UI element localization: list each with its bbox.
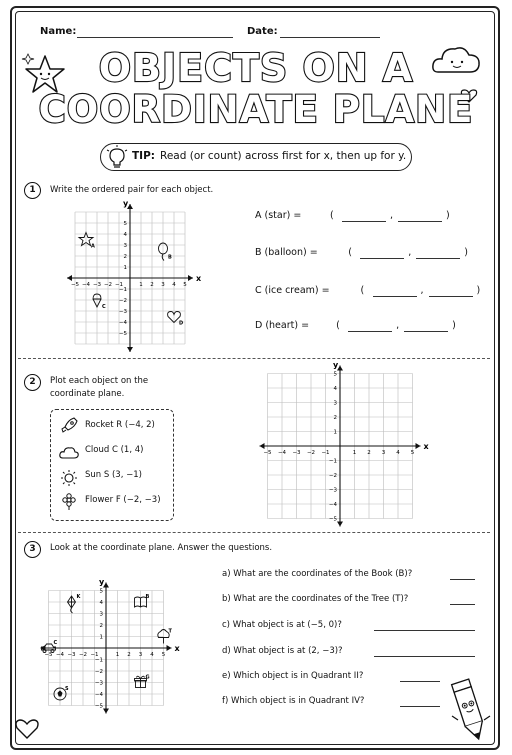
y-tick-label: 4 bbox=[123, 232, 127, 238]
y-tick-label: −4 bbox=[94, 692, 103, 698]
answer-label: A (star) = bbox=[255, 210, 302, 221]
open-paren: ( bbox=[330, 210, 334, 221]
answer-line[interactable] bbox=[374, 630, 475, 631]
y-tick-label: 5 bbox=[333, 371, 337, 378]
coordinate-grid-2[interactable] bbox=[240, 362, 450, 532]
point-label: D bbox=[179, 320, 184, 327]
y-tick-label: −5 bbox=[94, 703, 103, 710]
x-tick-label: −3 bbox=[67, 652, 76, 658]
section-2-instruction-2: coordinate plane. bbox=[50, 389, 125, 399]
y-tick-label: −3 bbox=[328, 487, 337, 494]
y-tick-label: 4 bbox=[99, 600, 103, 606]
x-axis-label: x bbox=[423, 442, 429, 451]
plot-item-text: Rocket R (−4, 2) bbox=[85, 420, 155, 430]
y-tick-label: 2 bbox=[123, 254, 127, 260]
title-line-2: COORDINATE PLANE bbox=[38, 88, 474, 131]
tip-text: Read (or count) across first for x, then up for y. bbox=[160, 150, 407, 162]
y-answer-blank[interactable] bbox=[398, 221, 442, 222]
x-tick-label: 3 bbox=[138, 652, 143, 658]
point-label: K bbox=[76, 594, 81, 600]
point-label: B bbox=[145, 594, 150, 600]
x-tick-label: 1 bbox=[352, 450, 357, 456]
section-1-number: 1 bbox=[24, 182, 41, 199]
x-tick-label: 4 bbox=[396, 450, 400, 456]
close-paren: ) bbox=[464, 247, 469, 258]
section-divider-2 bbox=[18, 532, 490, 533]
plot-item-text: Cloud C (1, 4) bbox=[85, 445, 144, 455]
y-tick-label: −1 bbox=[94, 657, 103, 664]
question-text: f) Which object is in Quadrant IV? bbox=[222, 696, 365, 706]
x-answer-blank[interactable] bbox=[360, 258, 404, 259]
x-tick-label: 2 bbox=[367, 450, 371, 456]
answer-label: C (ice cream) = bbox=[255, 285, 330, 296]
y-tick-label: −1 bbox=[118, 287, 127, 293]
rocket-icon bbox=[62, 418, 77, 432]
answer-line[interactable] bbox=[450, 604, 475, 605]
point-label: C bbox=[102, 304, 106, 310]
point-label: A bbox=[91, 243, 95, 250]
x-tick-label: −4 bbox=[81, 282, 91, 288]
point-label: C bbox=[53, 640, 58, 646]
x-answer-blank[interactable] bbox=[348, 331, 392, 332]
y-tick-label: 1 bbox=[123, 265, 127, 271]
section-3-instruction: Look at the coordinate plane. Answer the questions. bbox=[50, 543, 273, 553]
answer-line[interactable] bbox=[450, 579, 475, 580]
y-tick-label: −2 bbox=[328, 473, 337, 479]
y-axis-label: y bbox=[333, 362, 339, 370]
y-tick-label: −3 bbox=[118, 309, 127, 315]
comma: , bbox=[408, 247, 412, 258]
point-label: G bbox=[145, 674, 150, 681]
x-tick-label: −4 bbox=[55, 652, 65, 658]
x-tick-label: 5 bbox=[183, 282, 187, 288]
y-axis-label: y bbox=[99, 577, 105, 587]
open-paren: ( bbox=[336, 320, 340, 331]
y-tick-label: 5 bbox=[99, 588, 103, 595]
tip-label: TIP: bbox=[132, 150, 155, 162]
answer-label: B (balloon) = bbox=[255, 247, 318, 258]
x-tick-label: −2 bbox=[103, 282, 113, 288]
x-tick-label: −1 bbox=[321, 450, 330, 456]
answer-line[interactable] bbox=[374, 656, 475, 657]
sun-icon bbox=[61, 470, 77, 486]
x-tick-label: 3 bbox=[161, 282, 165, 288]
x-tick-label: 2 bbox=[127, 652, 131, 658]
coordinate-grid-1 bbox=[40, 198, 220, 358]
x-tick-label: 3 bbox=[381, 450, 386, 456]
x-tick-label: −1 bbox=[90, 652, 99, 658]
y-tick-label: −4 bbox=[118, 320, 127, 326]
x-tick-label: −1 bbox=[114, 282, 124, 288]
y-tick-label: 1 bbox=[99, 634, 103, 641]
question-text: a) What are the coordinates of the Book (B)? bbox=[222, 569, 413, 579]
point-label: T bbox=[168, 628, 172, 635]
y-tick-label: 4 bbox=[333, 386, 337, 392]
x-tick-label: 4 bbox=[172, 282, 176, 288]
name-label: Name: bbox=[40, 26, 77, 37]
x-tick-label: 5 bbox=[161, 652, 166, 658]
close-paren: ) bbox=[452, 320, 456, 331]
x-tick-label: −5 bbox=[44, 652, 53, 658]
x-tick-label: −2 bbox=[78, 652, 88, 658]
section-2-instruction-1: Plot each object on the bbox=[50, 376, 149, 386]
y-tick-label: −2 bbox=[94, 669, 103, 675]
x-axis-label: x bbox=[174, 644, 180, 653]
question-text: e) Which object is in Quadrant II? bbox=[222, 671, 364, 681]
open-paren: ( bbox=[348, 247, 353, 258]
x-tick-label: 1 bbox=[115, 652, 120, 658]
y-tick-label: −1 bbox=[328, 458, 337, 465]
y-tick-label: 2 bbox=[333, 415, 337, 421]
answer-label: D (heart) = bbox=[255, 320, 310, 331]
title-line-1: OBJECTS ON A bbox=[98, 46, 414, 90]
comma: , bbox=[396, 320, 400, 331]
y-tick-label: −5 bbox=[328, 516, 337, 523]
y-axis-label: y bbox=[123, 199, 129, 208]
y-tick-label: 3 bbox=[99, 611, 103, 618]
x-tick-label: −4 bbox=[277, 450, 287, 456]
pencil-character-icon bbox=[448, 676, 494, 748]
comma: , bbox=[390, 210, 394, 221]
y-tick-label: −3 bbox=[94, 680, 103, 687]
open-paren: ( bbox=[360, 285, 365, 296]
plot-icons bbox=[58, 415, 80, 515]
close-paren: ) bbox=[446, 210, 450, 221]
y-tick-label: 3 bbox=[333, 400, 337, 407]
y-tick-label: 2 bbox=[99, 623, 103, 629]
section-1-instruction: Write the ordered pair for each object. bbox=[50, 185, 214, 195]
y-tick-label: 5 bbox=[123, 221, 127, 227]
plot-item-text: Sun S (3, −1) bbox=[85, 470, 142, 480]
question-text: b) What are the coordinates of the Tree (T)? bbox=[222, 594, 409, 604]
section-3-number: 3 bbox=[24, 541, 41, 558]
answer-line[interactable] bbox=[400, 681, 440, 682]
x-tick-label: −3 bbox=[292, 450, 301, 456]
x-axis-label: x bbox=[196, 274, 202, 283]
y-tick-label: −4 bbox=[328, 502, 337, 508]
x-tick-label: 2 bbox=[150, 282, 154, 288]
x-tick-label: 4 bbox=[150, 652, 154, 658]
y-tick-label: −2 bbox=[118, 298, 127, 304]
coordinate-grid-3 bbox=[26, 558, 206, 718]
plot-item-text: Flower F (−2, −3) bbox=[85, 495, 161, 505]
cloud-icon bbox=[60, 448, 78, 458]
x-answer-blank[interactable] bbox=[342, 221, 386, 222]
section-2-number: 2 bbox=[24, 374, 41, 391]
section-divider bbox=[18, 358, 490, 359]
point-label: B bbox=[168, 254, 172, 261]
close-paren: ) bbox=[476, 285, 481, 296]
x-tick-label: −2 bbox=[306, 450, 316, 456]
heart-icon-bottom bbox=[14, 717, 40, 741]
answer-line[interactable] bbox=[400, 706, 440, 707]
y-answer-blank[interactable] bbox=[404, 331, 448, 332]
flower-icon bbox=[63, 494, 75, 510]
question-text: c) What object is at (−5, 0)? bbox=[222, 620, 342, 630]
x-tick-label: −5 bbox=[263, 450, 272, 456]
comma: , bbox=[420, 285, 424, 296]
x-tick-label: −3 bbox=[92, 282, 102, 288]
point-label: S bbox=[65, 686, 69, 692]
lightbulb-icon bbox=[106, 145, 128, 169]
date-field[interactable] bbox=[280, 37, 380, 38]
name-field[interactable] bbox=[77, 37, 233, 38]
y-tick-label: 3 bbox=[123, 243, 127, 249]
date-label: Date: bbox=[247, 26, 278, 37]
y-answer-blank[interactable] bbox=[429, 296, 473, 297]
y-tick-label: 1 bbox=[333, 429, 337, 436]
y-tick-label: −5 bbox=[118, 331, 127, 337]
x-tick-label: −5 bbox=[70, 282, 80, 288]
x-tick-label: 1 bbox=[139, 282, 143, 288]
y-answer-blank[interactable] bbox=[416, 258, 460, 259]
question-text: d) What object is at (2, −3)? bbox=[222, 646, 343, 656]
x-tick-label: 5 bbox=[410, 450, 415, 456]
x-answer-blank[interactable] bbox=[373, 296, 417, 297]
